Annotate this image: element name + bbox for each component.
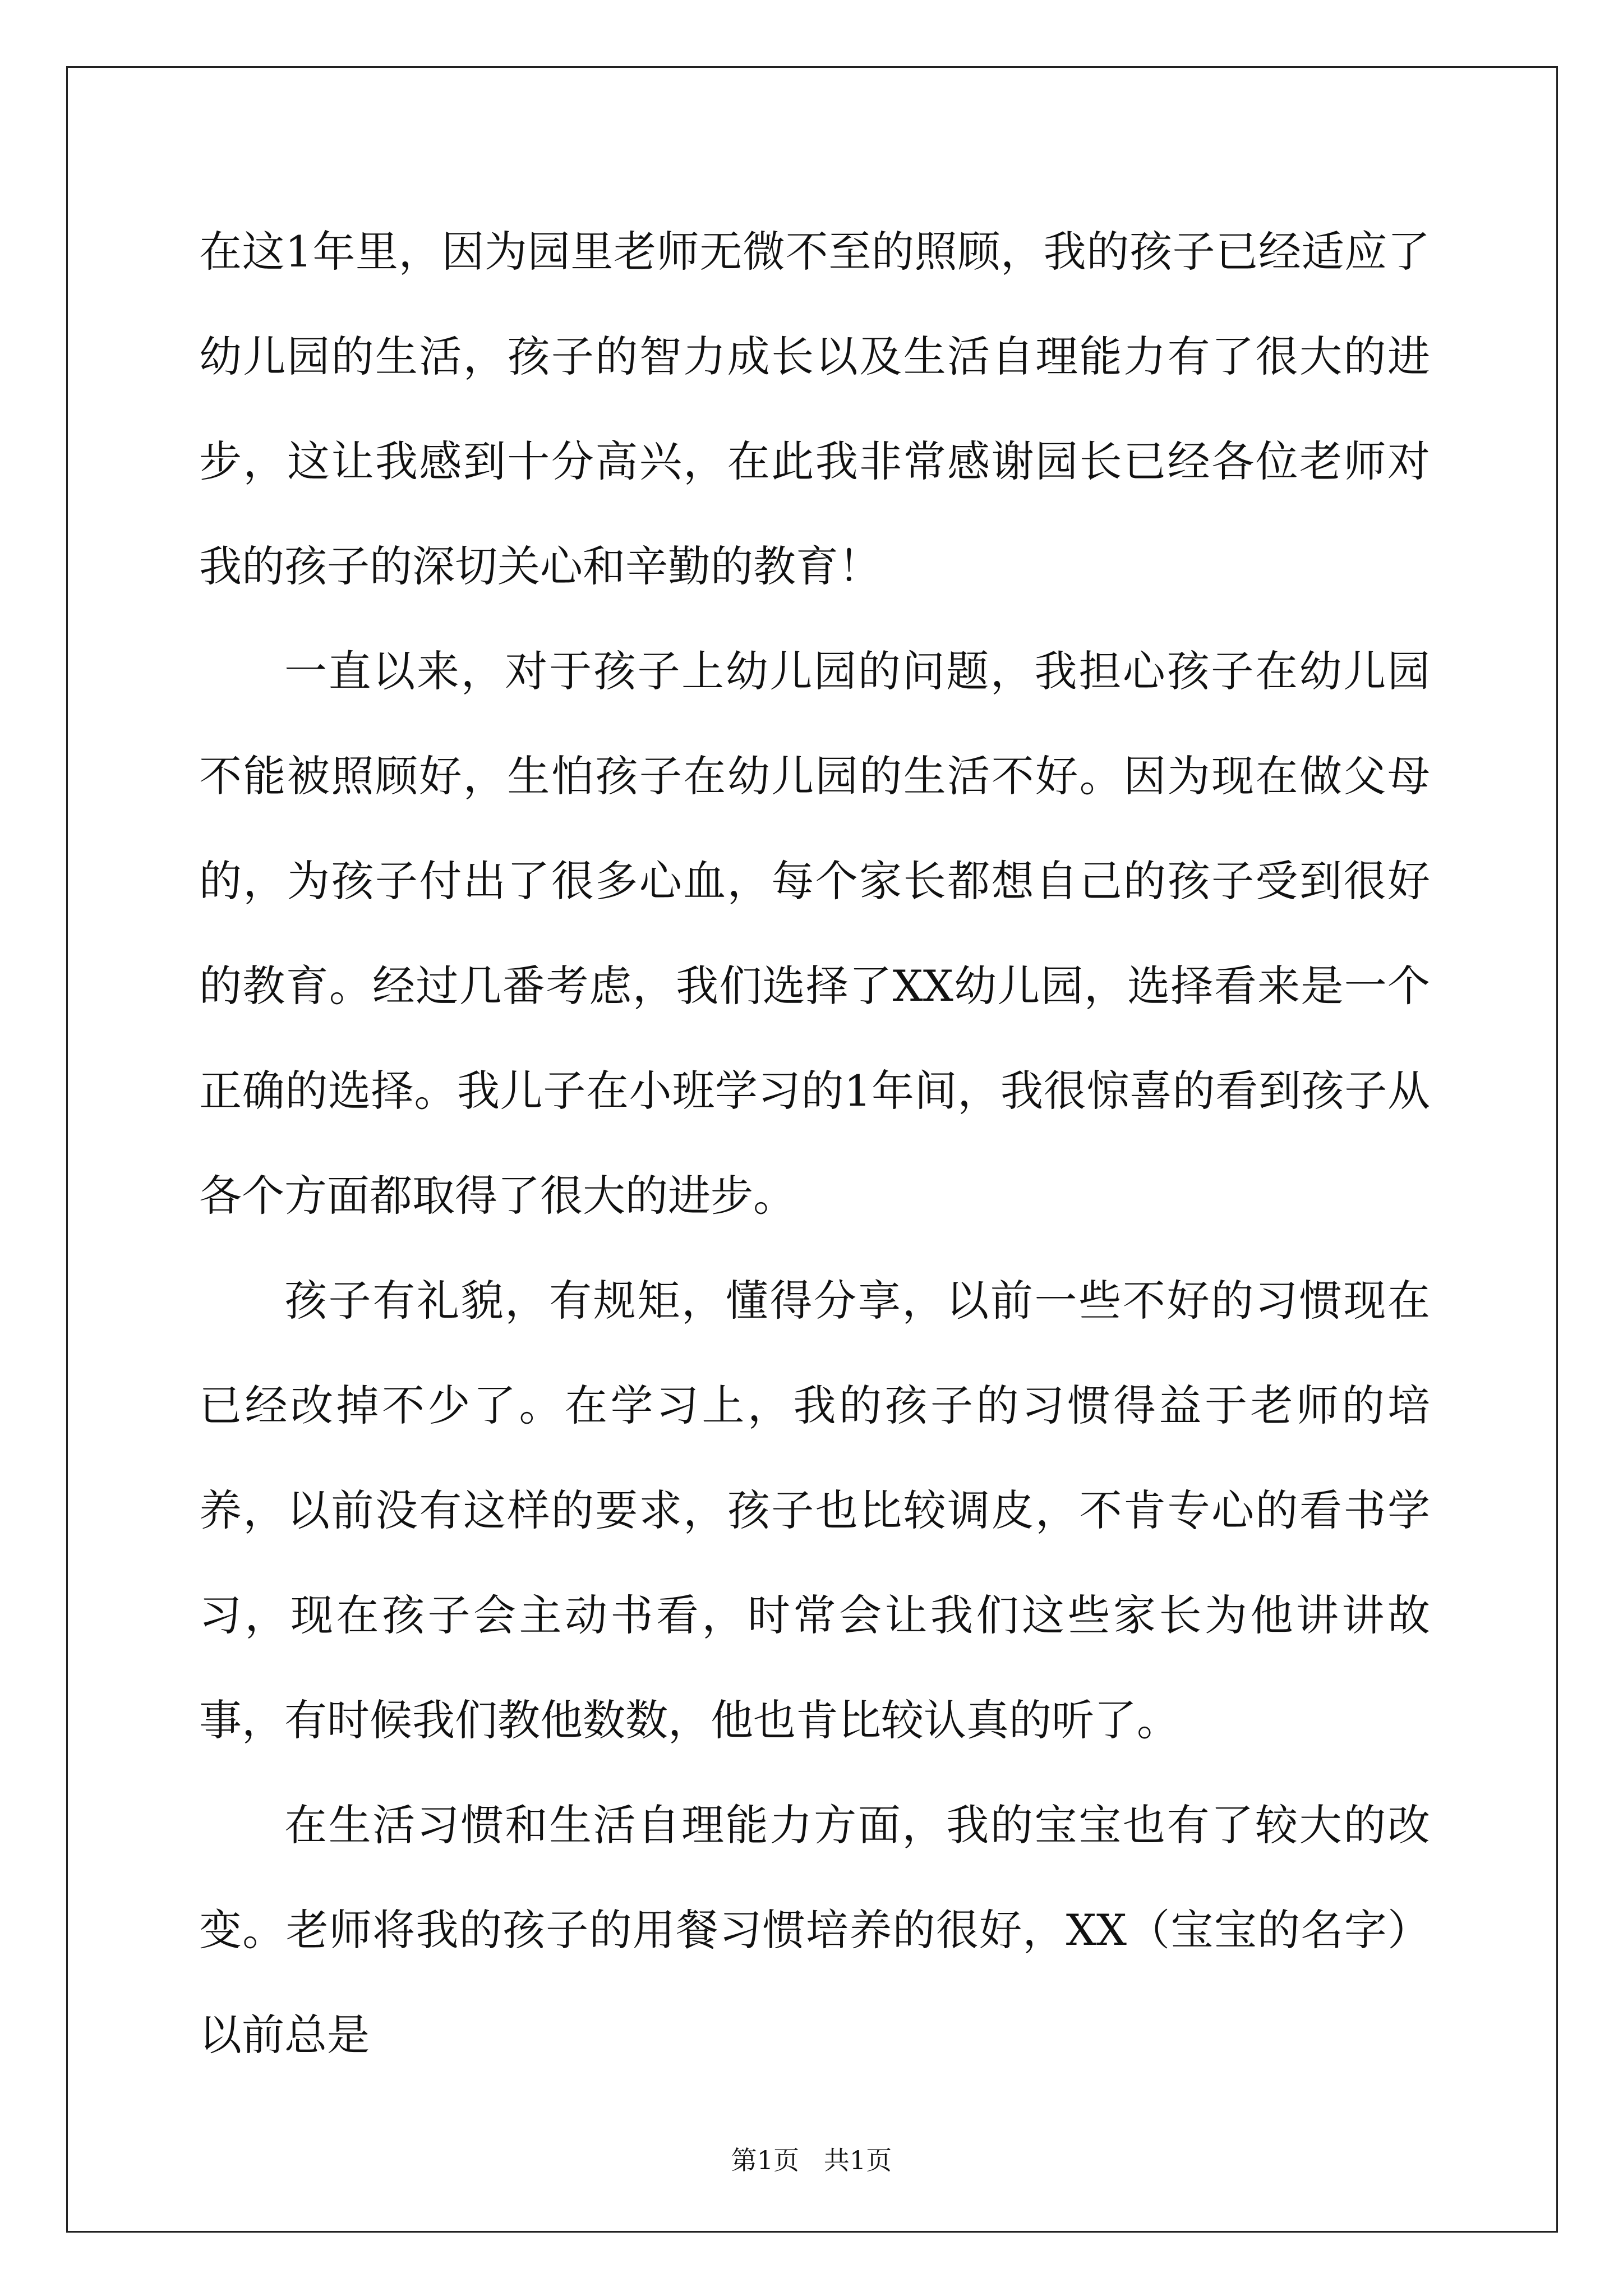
paragraph-4: 在生活习惯和生活自理能力方面，我的宝宝也有了较大的改变。老师将我的孩子的用餐习惯培养的很好，XX（宝宝的名字）以前总是 (199, 1800, 1430, 2060)
document-body (199, 199, 1430, 2087)
paragraph-1: 在这1年里，因为园里老师无微不至的照顾，我的孩子已经适应了幼儿园的生活，孩子的智力成长以及生活自理能力有了很大的进步，这让我感到十分高兴，在此我非常感谢园长已经各位老师对我的孩子的深切关心和辛勤的教育！ (199, 227, 1430, 591)
paragraph-3: 孩子有礼貌，有规矩，懂得分享，以前一些不好的习惯现在已经改掉不少了。在学习上，我的孩子的习惯得益于老师的培养，以前没有这样的要求，孩子也比较调皮，不肯专心的看书学习，现在孩子会主动书看，时常会让我们这些家长为他讲讲故事，有时候我们教他数数，他也肯比较认真的听了。 (199, 1276, 1430, 1745)
paragraph-2: 一直以来，对于孩子上幼儿园的问题，我担心孩子在幼儿园不能被照顾好，生怕孩子在幼儿园的生活不好。因为现在做父母的，为孩子付出了很多心血，每个家长都想自己的孩子受到很好的教育。经过几番考虑，我们选择了XX幼儿园，选择看来是一个正确的选择。我儿子在小班学习的1年间，我很惊喜的看到孩子从各个方面都取得了很大的进步。 (199, 646, 1430, 1221)
page-footer: 第1页 共1页 (731, 2145, 892, 2175)
